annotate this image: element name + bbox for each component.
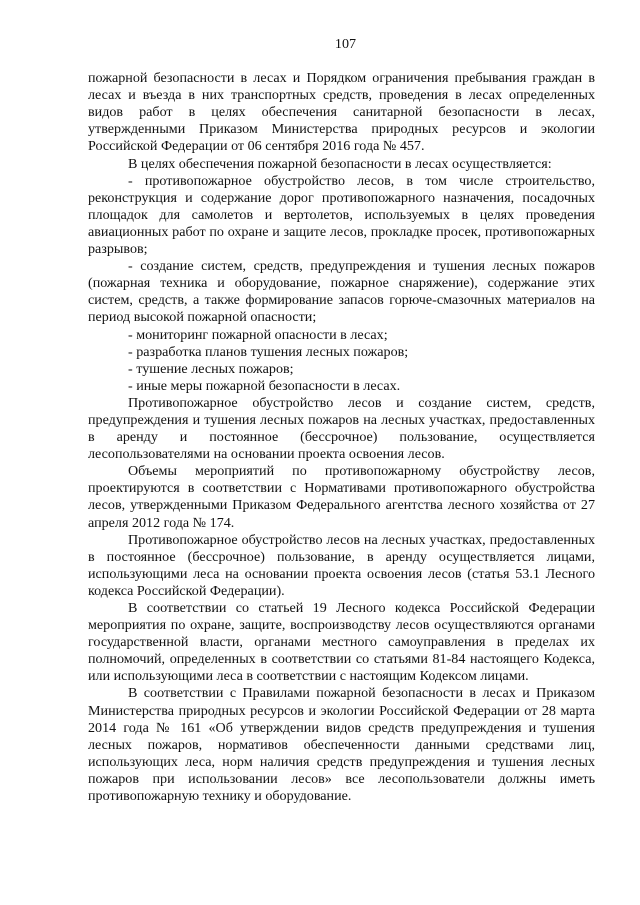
paragraph: Противопожарное обустройство лесов и создание систем, средств, предупреждения и тушения лесных пожаров на лесных участках, предоставленных в аренду и постоянное (бессрочное) пользование, осуществляется лесопользователями на основании проекта освоения лесов. bbox=[88, 394, 595, 463]
page-number: 107 bbox=[334, 36, 357, 52]
list-item: - противопожарное обустройство лесов, в том числе строительство, реконструкция и содержание дорог противопожарного назначения, посадочных площадок для самолетов и вертолетов, используемых в целях проведения авиационных работ по охране и защите лесов, прокладке просек, противопожарных разрывов; bbox=[88, 172, 595, 258]
document-page bbox=[88, 36, 595, 805]
list-item: - разработка планов тушения лесных пожаров; bbox=[128, 343, 409, 360]
list-item: - тушение лесных пожаров; bbox=[128, 360, 294, 377]
paragraph: Противопожарное обустройство лесов на лесных участках, предоставленных в постоянное (бессрочное) пользование, в аренду осуществляется лицами, использующими леса на основании проекта освоения лесов (статья 53.1 Лесного кодекса Российской Федерации). bbox=[88, 531, 595, 599]
paragraph: Объемы мероприятий по противопожарному обустройству лесов, проектируются в соответствии с Нормативами противопожарного обустройства лесов, утвержденными Приказом Федерального агентства лесного хозяйства от 27 апреля 2012 года № 174. bbox=[88, 463, 595, 531]
paragraph: В соответствии с Правилами пожарной безопасности в лесах и Приказом Министерства природных ресурсов и экологии Российской Федерации от 28 марта 2014 года № 161 «Об утверждении видов средств предупреждения и тушения лесных пожаров, нормативов обеспеченности данными средствами лиц, использующих леса, норм наличия средств предупреждения и тушения лесных пожаров при использовании лесов» все лесопользователи должны иметь противопожарную технику и оборудование. bbox=[88, 685, 595, 805]
paragraph: В целях обеспечения пожарной безопасности в лесах осуществляется: bbox=[128, 155, 552, 172]
document-body bbox=[88, 70, 595, 805]
list-item: - мониторинг пожарной опасности в лесах; bbox=[128, 326, 388, 343]
paragraph: В соответствии со статьей 19 Лесного кодекса Российской Федерации мероприятия по охране, защите, воспроизводству лесов осуществляются органами государственной власти, органами местного самоуправления в пределах их полномочий, определенных в соответствии со статьями 81-84 настоящего Кодекса, или использующими леса в соответствии с настоящим Кодексом лицами. bbox=[88, 600, 595, 685]
list-item: - создание систем, средств, предупреждения и тушения лесных пожаров (пожарная техника и оборудование, пожарное снаряжение), содержание этих систем, средств, а также формирование запасов горюче-смазочных материалов на период высокой пожарной опасности; bbox=[88, 258, 595, 326]
list-item: - иные меры пожарной безопасности в лесах. bbox=[128, 377, 401, 394]
paragraph: пожарной безопасности в лесах и Порядком ограничения пребывания граждан в лесах и въезда в них транспортных средств, проведения в лесах определенных видов работ в целях обеспечения санитарной безопасности в лесах, утвержденными Приказом Министерства природных ресурсов и экологии Российской Федерации от 06 сентября 2016 года № 457. bbox=[88, 70, 595, 155]
